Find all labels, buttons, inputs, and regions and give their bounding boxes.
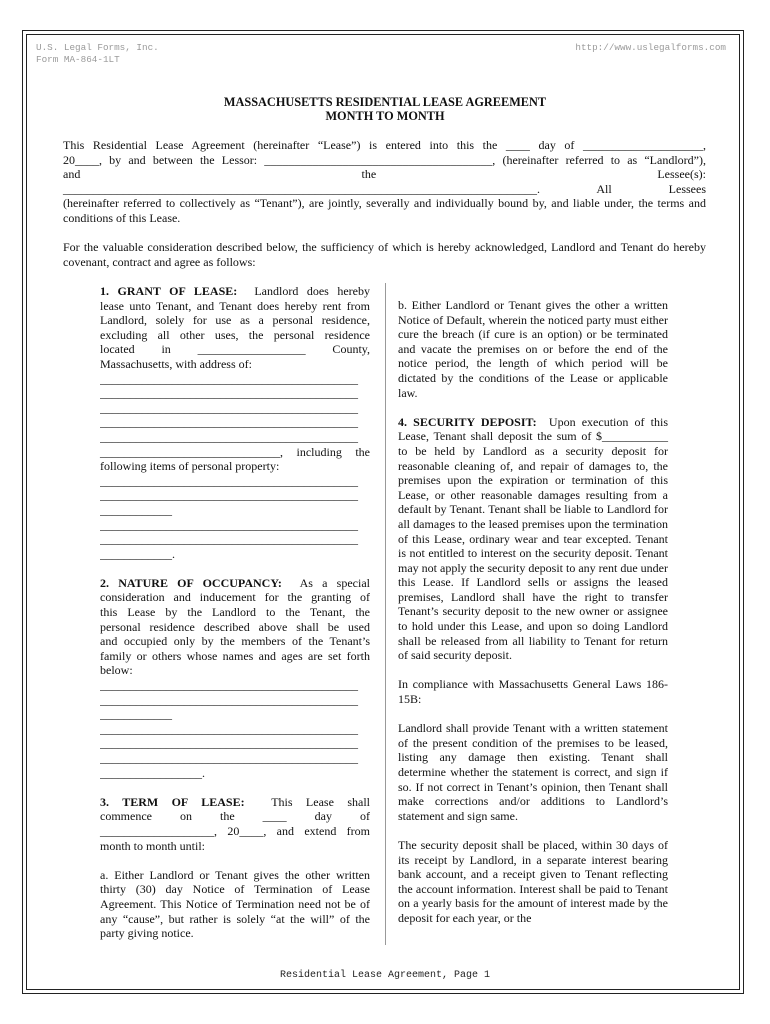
occupant-blank-1[interactable]: ___________________________________________ [100,678,358,693]
intro-line-5: (hereinafter referred to collectively as “Tenant”), are jointly, severally and individually bound by, and liable under, the terms and conditions of this Lease. [63,196,706,225]
section-1-line-2: lease unto Tenant, and Tenant does hereby rent from [100,298,370,313]
compliance-paragraph: In compliance with Massachusetts General Laws 186-15B: [398,677,668,707]
left-column [100,284,370,941]
condition-statement-paragraph: Landlord shall provide Tenant with a written statement of the present condition of the premises to be leased, listing any damage then existing. Tenant shall determine whether the statement is correct, and sign if so. If not correct in Tenant’s opinion, then Tenant shall make corrections and/or additions to Landlord’s statement and sign same. [398,721,668,823]
consideration-paragraph: For the valuable consideration described below, the sufficiency of which is hereby acknowledged, Landlord and Tenant do hereby covenant, contract and agree as follows: [63,240,706,269]
section-1-line-4: excluding all other uses, the personal residence [100,327,370,342]
address-blank-1[interactable]: ___________________________________________ [100,371,358,386]
section-4-heading: 4. SECURITY DEPOSIT: [398,414,537,429]
address-blank-4[interactable]: ___________________________________________ [100,415,358,430]
section-2-line-4: personal residence described above shall be used [100,619,370,634]
intro-line-2: 20____, by and between the Lessor: ______________________________________, (hereinafter referred to as “Landlord”), [63,152,706,167]
personal-property-line: following items of personal property: [100,459,280,474]
occupant-blank-7[interactable]: _________________. [100,765,205,780]
section-2-line-3: this Lease by the Landlord to the Tenant, the [100,605,370,620]
section-1-line-1: 1. GRANT OF LEASE: Landlord does hereby [100,284,371,298]
title-line-1: MASSACHUSETTS RESIDENTIAL LEASE AGREEMENT [223,95,547,109]
deposit-placement-paragraph: The security deposit shall be placed, within 30 days of its receipt by Landlord, in a separate interest bearing bank account, and a receipt given to Tenant reflecting the account information. Interest shall be paid to Tenant on a yearly basis for the amount of interest made by the deposit for each year, or the [398,837,668,925]
column-divider [385,283,386,945]
section-4-paragraph: 4. SECURITY DEPOSIT: Upon execution of this Lease, Tenant shall deposit the sum of $___________ to be held by Landlord as a security deposit for reasonable cleaning of, and repair of damages to, the premises upon the expiration or termination of this Lease, or other reasonable damages resulting from a default by Tenant. Tenant shall be liable to Landlord for all damages to the leased premises upon the termination of this Lease, ordinary wear and tear excepted. Tenant is not entitled to interest on the security deposit. Tenant may not apply the security deposit to any rent due under this Lease. If Landlord sells or assigns the leased premises, Landlord shall have the right to transfer Tenant’s security deposit to the new owner or assignee to hold under this Lease, and upon so doing Landlord shall be released from all liability to Tenant for return of said security deposit. [398,414,668,663]
intro-line-3: and the Lessee(s): [63,167,706,182]
occupant-blank-4[interactable]: ___________________________________________ [100,721,358,736]
form-id: Form MA-864-1LT [36,53,120,65]
section-3a-paragraph: a. Either Landlord or Tenant gives the other written thirty (30) day Notice of Termination of Lease Agreement. This Notice of Termination need not be of any “cause”, but rather is solely “at the will” of the party giving notice. [100,867,370,941]
section-2-line-6: family or others whose names and ages are set forth [100,648,370,663]
section-2-line-2: consideration and inducement for the granting of [100,590,370,605]
property-blank-3[interactable]: ____________ [100,502,172,517]
section-2-line-7: below: [100,663,133,678]
occupant-blank-6[interactable]: ___________________________________________ [100,751,358,765]
right-column [398,298,668,926]
document-title [0,95,770,123]
section-2-line-1: 2. NATURE OF OCCUPANCY: As a special [100,575,370,590]
intro-line-1: This Residential Lease Agreement (hereinafter “Lease”) is entered into this the ____ day of ____________________, [63,138,706,152]
address-blank-3[interactable]: ___________________________________________ [100,400,358,415]
title-line-2: MONTH TO MONTH [325,109,445,123]
section-1-line-5: located in __________________ County, [100,342,370,357]
section-3-line-2: commence on the ____ day of [100,809,370,824]
occupant-blank-2[interactable]: ___________________________________________ [100,692,358,707]
occupant-blank-3[interactable]: ____________ [100,707,172,722]
intro-paragraph [63,138,706,226]
header-url[interactable]: http://www.uslegalforms.com [575,42,726,53]
header-left [36,42,159,65]
section-3-line-4: month to month until: [100,838,206,853]
address-blank-2[interactable]: ___________________________________________ [100,386,358,401]
section-1-line-3: Landlord, solely for use as a personal residence, [100,313,370,328]
property-blank-1[interactable]: ___________________________________________ [100,473,358,488]
company-name: U.S. Legal Forms, Inc. [36,42,159,53]
section-1-line-6: Massachusetts, with address of: [100,356,252,371]
property-blank-6[interactable]: ____________. [100,546,175,561]
property-blank-4[interactable]: ___________________________________________ [100,517,358,532]
section-3b-paragraph: b. Either Landlord or Tenant gives the other a written Notice of Default, wherein the noticed party must either cure the breach (if cure is an option) or be terminated and vacate the premises on or before the end of the notice period, the length of which period will be dictated by the conditions of the Lease or applicable law. [398,298,668,400]
address-blank-5[interactable]: ___________________________________________ [100,429,358,444]
property-blank-2[interactable]: ___________________________________________ [100,488,358,503]
section-2-line-5: and occupied only by the members of the Tenant’s [100,634,370,649]
page-footer: Residential Lease Agreement, Page 1 [279,970,491,981]
section-3-heading: 3. TERM OF LEASE: [100,794,245,809]
property-blank-5[interactable]: ___________________________________________ [100,532,358,547]
including-line: ______________________________, including the [100,444,370,459]
section-3-line-3: ___________________, 20____, and extend from [100,823,370,838]
intro-line-4: _______________________________________________________________________________. All Lessees [63,181,706,196]
section-2-heading: 2. NATURE OF OCCUPANCY: [100,575,282,590]
section-3-line-1: 3. TERM OF LEASE: This Lease shall [100,794,370,809]
section-1-heading: 1. GRANT OF LEASE: [100,284,238,298]
occupant-blank-5[interactable]: ___________________________________________ [100,736,358,751]
